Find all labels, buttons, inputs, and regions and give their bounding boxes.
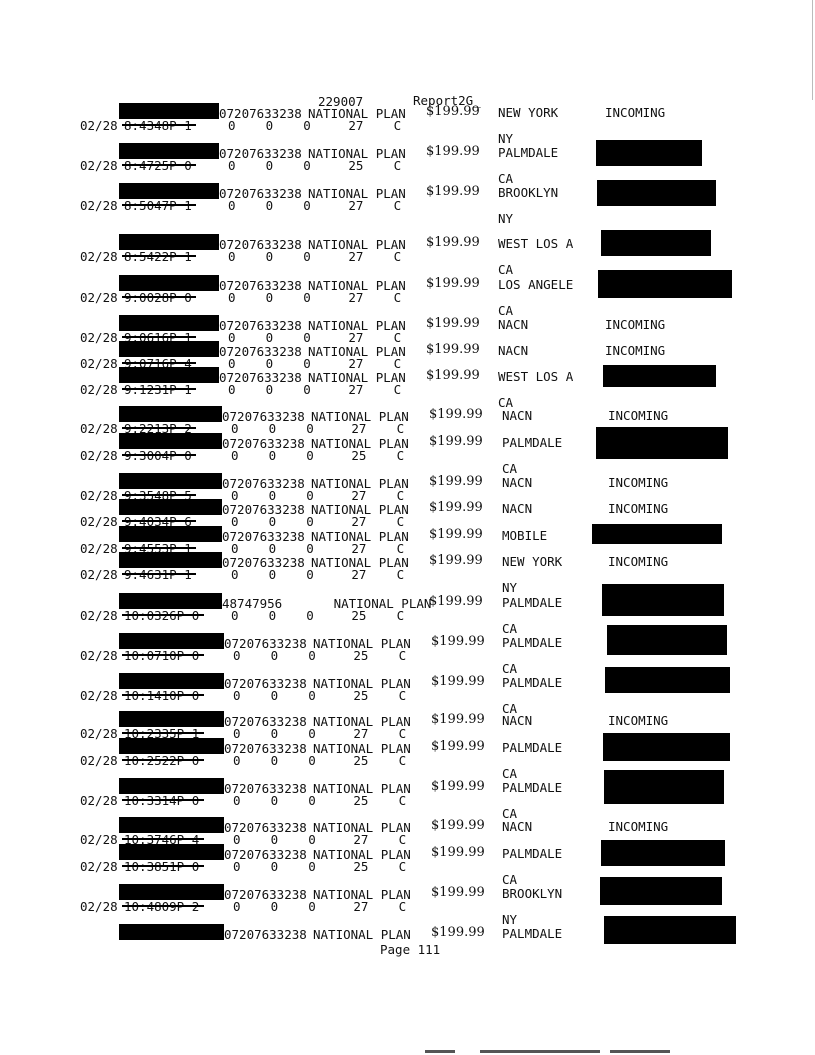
call-place: BROOKLYN <box>498 185 559 200</box>
call-counts: 0 0 0 27 C <box>228 356 402 371</box>
call-counts: 0 0 0 27 C <box>228 382 402 397</box>
call-date: 02/28 <box>80 356 118 371</box>
call-date: 02/28 <box>80 421 118 436</box>
call-place: NACN <box>502 713 533 728</box>
call-amount: $199.99 <box>426 342 480 357</box>
call-number: 07207633238 <box>224 781 307 796</box>
call-number: 07207633238 <box>222 409 305 424</box>
redaction-box <box>603 733 730 761</box>
call-counts: 0 0 0 25 C <box>233 753 407 768</box>
call-place: PALMDALE <box>502 635 563 650</box>
call-date: 02/28 <box>80 726 118 741</box>
time-strike-line <box>122 838 204 840</box>
call-state: NY <box>502 580 518 595</box>
call-place: NACN <box>498 343 529 358</box>
call-time <box>124 199 192 213</box>
redaction-box <box>605 667 730 693</box>
redaction-box <box>604 770 724 804</box>
time-strike-line <box>122 296 196 298</box>
call-amount: $199.99 <box>431 739 485 754</box>
call-place: PALMDALE <box>502 595 563 610</box>
call-time <box>124 159 192 173</box>
call-amount: $199.99 <box>429 474 483 489</box>
call-plan: NATIONAL PLAN <box>308 146 406 161</box>
call-time <box>124 649 199 663</box>
call-amount: $199.99 <box>429 407 483 422</box>
time-strike-line <box>122 905 204 907</box>
call-plan: NATIONAL PLAN <box>313 820 411 835</box>
redaction-bar <box>119 406 222 422</box>
call-counts: 0 0 0 27 C <box>228 290 402 305</box>
time-strike-line <box>122 388 196 390</box>
call-time <box>124 568 192 582</box>
call-date: 02/28 <box>80 514 118 529</box>
call-counts: 0 0 0 27 C <box>228 198 402 213</box>
call-date: 02/28 <box>80 158 118 173</box>
call-state: NY <box>502 912 518 927</box>
time-strike-line <box>122 865 204 867</box>
call-number: 07207633238 <box>222 529 305 544</box>
time-strike-line <box>122 732 204 734</box>
redaction-bar <box>119 711 224 727</box>
call-date: 02/28 <box>80 832 118 847</box>
call-number: 07207633238 <box>219 370 302 385</box>
call-plan: NATIONAL PLAN <box>311 529 409 544</box>
redaction-bar <box>119 103 219 119</box>
call-counts: 0 0 0 25 C <box>233 793 407 808</box>
redaction-bar <box>119 234 219 250</box>
call-counts: 0 0 0 25 C <box>233 648 407 663</box>
call-date: 02/28 <box>80 249 118 264</box>
call-place: LOS ANGELE <box>498 277 574 292</box>
call-counts: 0 0 0 27 C <box>228 330 402 345</box>
call-counts: 0 0 0 27 C <box>233 726 407 741</box>
call-number: 07207633238 <box>219 237 302 252</box>
call-time <box>124 383 192 397</box>
redaction-bar <box>119 433 222 449</box>
call-plan: NATIONAL PLAN <box>313 927 411 942</box>
call-counts: 0 0 0 25 C <box>233 859 407 874</box>
redaction-bar <box>119 738 224 754</box>
redaction-box <box>592 524 722 544</box>
call-state: CA <box>498 303 514 318</box>
time-strike-line <box>122 614 204 616</box>
call-amount: $199.99 <box>431 845 485 860</box>
call-state: CA <box>502 872 518 887</box>
call-number: 07207633238 <box>219 344 302 359</box>
time-strike-line <box>122 494 196 496</box>
redaction-bar <box>119 593 222 609</box>
call-number: 07207633238 <box>219 106 302 121</box>
time-strike-line <box>122 454 196 456</box>
call-counts: 0 0 0 27 C <box>228 249 402 264</box>
call-counts: 0 0 0 25 C <box>231 448 405 463</box>
call-number: 07207633238 <box>224 847 307 862</box>
redaction-bar <box>119 499 222 515</box>
call-state: NY <box>498 131 514 146</box>
call-plan: NATIONAL PLAN <box>308 106 406 121</box>
redaction-bar <box>119 924 224 940</box>
call-counts: 0 0 0 27 C <box>231 514 405 529</box>
redaction-bar <box>119 817 224 833</box>
time-strike-line <box>122 255 196 257</box>
call-place: NACN <box>502 475 533 490</box>
call-plan: NATIONAL PLAN <box>311 502 409 517</box>
call-date: 02/28 <box>80 330 118 345</box>
report-name: Report2G_ <box>413 93 481 108</box>
call-number: 07207633238 <box>219 318 302 333</box>
call-number: 07207633238 <box>224 927 307 942</box>
call-time <box>124 900 199 914</box>
call-date: 02/28 <box>80 488 118 503</box>
call-counts: 0 0 0 25 C <box>228 158 402 173</box>
redaction-box <box>601 230 711 256</box>
call-number: 07207633238 <box>224 714 307 729</box>
call-plan: NATIONAL PLAN <box>308 278 406 293</box>
call-date: 02/28 <box>80 198 118 213</box>
call-state: CA <box>502 661 518 676</box>
call-date: 02/28 <box>80 448 118 463</box>
call-time <box>124 449 192 463</box>
call-place: PALMDALE <box>502 926 563 941</box>
call-date: 02/28 <box>80 118 118 133</box>
call-number: 07207633238 <box>219 186 302 201</box>
time-strike-line <box>122 694 204 696</box>
call-amount: $199.99 <box>431 712 485 727</box>
call-plan: NATIONAL PLAN <box>313 676 411 691</box>
call-plan: NATIONAL PLAN <box>311 436 409 451</box>
call-state: CA <box>502 766 518 781</box>
time-strike-line <box>122 654 204 656</box>
call-state: CA <box>502 621 518 636</box>
call-place: PALMDALE <box>502 780 563 795</box>
call-place: PALMDALE <box>502 846 563 861</box>
call-plan: NATIONAL PLAN <box>313 636 411 651</box>
call-amount: $199.99 <box>431 885 485 900</box>
call-amount: $199.99 <box>426 235 480 250</box>
call-direction: INCOMING <box>605 105 666 120</box>
call-amount: $199.99 <box>426 276 480 291</box>
call-date: 02/28 <box>80 859 118 874</box>
redaction-box <box>598 270 732 298</box>
report-number: 229007 <box>318 94 364 109</box>
call-time <box>124 860 199 874</box>
call-counts: 0 0 0 27 C <box>228 118 402 133</box>
call-number: 07207633238 <box>224 676 307 691</box>
redaction-bar <box>119 778 224 794</box>
redaction-bar <box>119 526 222 542</box>
call-amount: $199.99 <box>429 553 483 568</box>
call-direction: INCOMING <box>608 475 669 490</box>
call-amount: $199.99 <box>429 594 483 609</box>
redaction-bar <box>119 183 219 199</box>
redaction-box <box>604 916 736 944</box>
redaction-bar <box>119 844 224 860</box>
call-date: 02/28 <box>80 753 118 768</box>
redaction-bar <box>119 275 219 291</box>
call-plan: NATIONAL PLAN <box>308 237 406 252</box>
call-place: NACN <box>498 317 529 332</box>
call-time <box>124 609 199 623</box>
call-state: CA <box>502 806 518 821</box>
call-amount: $199.99 <box>431 674 485 689</box>
call-direction: INCOMING <box>605 343 666 358</box>
call-counts: 0 0 0 27 C <box>231 488 405 503</box>
call-counts: 0 0 0 27 C <box>233 832 407 847</box>
call-place: PALMDALE <box>502 435 563 450</box>
call-date: 02/28 <box>80 290 118 305</box>
redaction-box <box>596 140 702 166</box>
call-counts: 0 0 0 25 C <box>233 688 407 703</box>
call-number: 07207633238 <box>219 146 302 161</box>
call-plan: NATIONAL PLAN <box>308 370 406 385</box>
call-amount: $199.99 <box>431 634 485 649</box>
redaction-bar <box>119 633 224 649</box>
call-plan: NATIONAL PLAN <box>311 476 409 491</box>
call-direction: INCOMING <box>608 554 669 569</box>
call-plan: NATIONAL PLAN <box>311 409 409 424</box>
call-date: 02/28 <box>80 899 118 914</box>
time-strike-line <box>122 799 204 801</box>
call-date: 02/28 <box>80 382 118 397</box>
call-number: 07207633238 <box>224 887 307 902</box>
call-amount: $199.99 <box>426 368 480 383</box>
call-number: 07207633238 <box>224 636 307 651</box>
redaction-bar <box>119 884 224 900</box>
call-state: CA <box>498 395 514 410</box>
call-direction: INCOMING <box>608 408 669 423</box>
call-plan: NATIONAL PLAN <box>308 318 406 333</box>
call-amount: $199.99 <box>431 925 485 940</box>
time-strike-line <box>122 164 196 166</box>
call-state: CA <box>502 461 518 476</box>
call-time <box>124 689 199 703</box>
call-plan: NATIONAL PLAN <box>308 186 406 201</box>
call-place: PALMDALE <box>498 145 559 160</box>
redaction-bar <box>119 473 222 489</box>
redaction-box <box>601 840 725 866</box>
time-strike-line <box>122 204 196 206</box>
call-amount: $199.99 <box>426 104 480 119</box>
call-counts: 0 0 0 27 C <box>231 541 405 556</box>
call-amount: $199.99 <box>431 779 485 794</box>
call-counts: 0 0 0 27 C <box>231 421 405 436</box>
redaction-box <box>596 427 728 459</box>
call-number: 07207633238 <box>222 476 305 491</box>
page-number: Page 111 <box>380 942 441 957</box>
time-strike-line <box>122 427 196 429</box>
call-place: PALMDALE <box>502 740 563 755</box>
redaction-bar <box>119 341 219 357</box>
call-counts: 0 0 0 25 C <box>231 608 405 623</box>
time-strike-line <box>122 124 196 126</box>
call-direction: INCOMING <box>608 501 669 516</box>
call-date: 02/28 <box>80 608 118 623</box>
call-place: MOBILE <box>502 528 548 543</box>
call-plan: NATIONAL PLAN <box>313 847 411 862</box>
call-plan: NATIONAL PLAN <box>313 887 411 902</box>
call-number: 07207633238 <box>222 436 305 451</box>
call-date: 02/28 <box>80 567 118 582</box>
call-number: 07207633238 <box>222 555 305 570</box>
call-direction: INCOMING <box>605 317 666 332</box>
call-number: 07207633238 <box>219 278 302 293</box>
call-time <box>124 794 199 808</box>
call-time <box>124 291 192 305</box>
redaction-bar <box>119 673 224 689</box>
call-place: WEST LOS A <box>498 369 574 384</box>
call-amount: $199.99 <box>426 316 480 331</box>
time-strike-line <box>122 362 196 364</box>
call-place: PALMDALE <box>502 675 563 690</box>
call-place: NEW YORK <box>502 554 563 569</box>
call-state: CA <box>498 262 514 277</box>
call-number: 07207633238 <box>224 820 307 835</box>
call-counts: 0 0 0 27 C <box>231 567 405 582</box>
redaction-bar <box>119 552 222 568</box>
call-plan: NATIONAL PLAN <box>313 741 411 756</box>
call-amount: $199.99 <box>429 434 483 449</box>
call-date: 02/28 <box>80 793 118 808</box>
call-direction: INCOMING <box>608 713 669 728</box>
call-time <box>124 754 199 768</box>
call-plan: NATIONAL PLAN <box>313 714 411 729</box>
scan-edge-line <box>812 0 813 100</box>
call-date: 02/28 <box>80 688 118 703</box>
call-place: NACN <box>502 501 533 516</box>
call-place: NACN <box>502 819 533 834</box>
call-date: 02/28 <box>80 541 118 556</box>
time-strike-line <box>122 547 196 549</box>
time-strike-line <box>122 759 204 761</box>
call-time <box>124 119 192 133</box>
call-counts: 0 0 0 27 C <box>233 899 407 914</box>
call-amount: $199.99 <box>431 818 485 833</box>
call-amount: $199.99 <box>426 184 480 199</box>
redaction-box <box>597 180 716 206</box>
call-time <box>124 250 192 264</box>
call-state: NY <box>498 211 514 226</box>
call-date: 02/28 <box>80 648 118 663</box>
redaction-box <box>600 877 722 905</box>
redaction-box <box>602 584 724 616</box>
call-amount: $199.99 <box>426 144 480 159</box>
redaction-box <box>603 365 716 387</box>
call-plan: NATIONAL PLAN <box>308 344 406 359</box>
time-strike-line <box>122 336 196 338</box>
call-number: 07207633238 <box>222 502 305 517</box>
time-strike-line <box>122 573 196 575</box>
call-state: CA <box>498 171 514 186</box>
call-amount: $199.99 <box>429 500 483 515</box>
call-place: WEST LOS A <box>498 236 574 251</box>
call-place: NEW YORK <box>498 105 559 120</box>
time-strike-line <box>122 520 196 522</box>
call-number: 07207633238 <box>224 741 307 756</box>
redaction-box <box>607 625 727 655</box>
call-number: 48747956 <box>222 596 283 611</box>
call-plan: NATIONAL PLAN <box>311 555 409 570</box>
call-place: BROOKLYN <box>502 886 563 901</box>
call-amount: $199.99 <box>429 527 483 542</box>
call-plan: NATIONAL PLAN <box>313 781 411 796</box>
redaction-bar <box>119 367 219 383</box>
call-place: NACN <box>502 408 533 423</box>
call-state: CA <box>502 701 518 716</box>
call-direction: INCOMING <box>608 819 669 834</box>
call-plan: NATIONAL PLAN <box>311 596 432 611</box>
redaction-bar <box>119 143 219 159</box>
redaction-bar <box>119 315 219 331</box>
